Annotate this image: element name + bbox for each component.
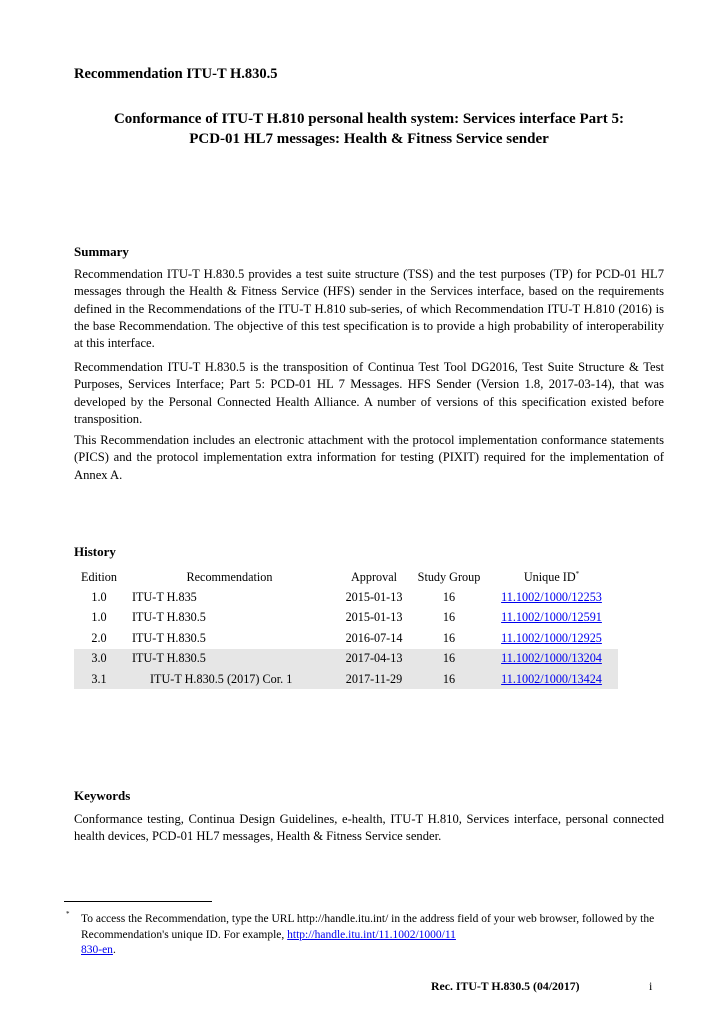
summary-paragraph-2: Recommendation ITU-T H.830.5 is the transposition of Continua Test Tool DG2016, Test Suite Structure & Test Purposes, Services Interface; Part 5: PCD-01 HL 7 Messages. HFS Sender (Version 1.8, 2017-03-14), that was developed by the Personal Connected Health Alliance. A number of versions of this specification existed before transposition.: [74, 360, 664, 426]
study-group-cell: 16: [442, 630, 456, 645]
approval-cell: 2016-07-14: [345, 630, 403, 645]
history-table: [74, 567, 618, 689]
column-header-study-group: Study Group: [417, 569, 481, 584]
approval-cell: 2015-01-13: [345, 590, 403, 605]
recommendation-cell: ITU-T H.830.5: [124, 649, 335, 669]
page-title: [74, 109, 664, 149]
recommendation-cell: ITU-T H.830.5: [132, 630, 206, 645]
keywords-text: Conformance testing, Continua Design Guidelines, e-health, ITU-T H.810, Services interface, personal connected health devices, PCD-01 HL7 messages, Health & Fitness Service sender.: [74, 812, 664, 844]
keywords-heading: Keywords: [74, 788, 131, 803]
column-header-approval: Approval: [350, 569, 398, 584]
history-heading: History: [74, 544, 116, 559]
edition-cell: 1.0: [91, 610, 107, 625]
page-number: i: [649, 979, 653, 993]
footnote-end: .: [112, 944, 116, 956]
study-group-cell: 16: [442, 590, 456, 605]
approval-cell: 2015-01-13: [345, 610, 403, 625]
recommendation-cell: ITU-T H.835: [132, 590, 197, 605]
column-header-edition: Edition: [81, 569, 117, 584]
summary-paragraph-3: This Recommendation includes an electronic attachment with the protocol implementation conformance statements (PICS) and the protocol implementation extra information for testing (PIXIT) required for the implementation of Annex A.: [74, 433, 664, 482]
unique-id-cell: [485, 608, 618, 628]
footnote: [81, 912, 661, 959]
unique-id-cell: [485, 649, 618, 669]
approval-cell: 2017-04-13: [335, 649, 413, 669]
study-group-cell: 16: [413, 669, 485, 689]
recommendation-cell: ITU-T H.830.5 (2017) Cor. 1: [124, 669, 335, 689]
history-table-header: [74, 567, 618, 587]
footnote-mark: *: [66, 910, 70, 918]
unique-id-cell: [485, 669, 618, 689]
recommendation-title: Recommendation ITU-T H.830.5: [74, 66, 278, 82]
unique-id-link[interactable]: 11.1002/1000/12925: [501, 630, 602, 645]
table-row: [74, 628, 618, 648]
table-row: [74, 649, 618, 669]
footnote-reference[interactable]: *: [575, 569, 580, 578]
table-row: [74, 587, 618, 607]
unique-id-label: Unique ID: [523, 569, 576, 584]
study-group-cell: 16: [442, 610, 456, 625]
page-title-line-1: Conformance of ITU-T H.810 personal health system: Services interface Part 5:: [113, 111, 625, 127]
study-group-cell: 16: [413, 649, 485, 669]
footer-reference: Rec. ITU-T H.830.5 (04/2017): [431, 979, 580, 993]
column-header-unique-id: [485, 567, 618, 587]
edition-cell: 3.1: [74, 669, 124, 689]
footnote-text: To access the Recommendation, type the URL http://handle.itu.int/ in the address field of your web browser, followed by the Recommendation's unique ID. For example,: [81, 913, 655, 941]
unique-id-link[interactable]: 11.1002/1000/12253: [501, 590, 602, 605]
recommendation-cell: ITU-T H.830.5: [132, 610, 206, 625]
unique-id-link[interactable]: 11.1002/1000/13204: [501, 651, 602, 666]
unique-id-link[interactable]: 11.1002/1000/13424: [501, 671, 602, 686]
summary-paragraph-1: Recommendation ITU-T H.830.5 provides a test suite structure (TSS) and the test purposes (TP) for PCD-01 HL7 messages through the Health & Fitness Service (HFS) sender in the Services interface, based on the requirements defined in the Recommendations of the ITU-T H.810 sub-series, of which Recommendation ITU-T H.810 (2016) is the base Recommendation. The objective of this test specification is to provide a high probability of interoperability at this interface.: [74, 267, 664, 351]
unique-id-link[interactable]: 11.1002/1000/12591: [501, 610, 602, 625]
footnote-divider: [64, 901, 212, 902]
edition-cell: 1.0: [91, 590, 107, 605]
unique-id-cell: [485, 587, 618, 607]
edition-cell: 3.0: [74, 649, 124, 669]
unique-id-cell: [485, 628, 618, 648]
edition-cell: 2.0: [91, 630, 107, 645]
table-row: [74, 669, 618, 689]
footnote-link-part-1: http://handle.itu.int/11.1002/1000/11: [287, 928, 456, 941]
footnote-link-part-2: 830-en: [81, 944, 113, 956]
table-row: [74, 608, 618, 628]
summary-heading: Summary: [74, 244, 129, 259]
page-title-line-2: PCD-01 HL7 messages: Health & Fitness Service sender: [189, 131, 549, 147]
approval-cell: 2017-11-29: [335, 669, 413, 689]
column-header-recommendation: Recommendation: [186, 569, 273, 584]
